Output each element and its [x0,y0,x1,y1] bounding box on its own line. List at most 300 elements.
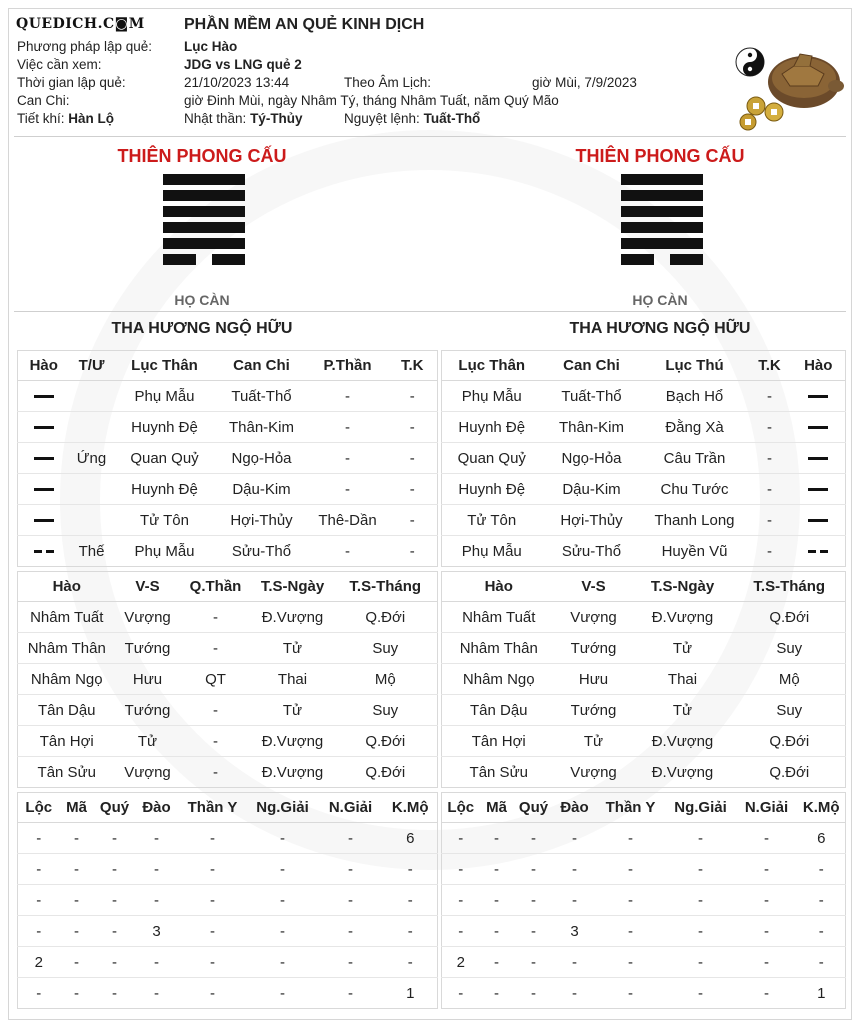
table-cell: 3 [554,916,596,947]
table-cell: - [308,443,388,474]
table-cell: Hưu [556,664,632,695]
table-cell: - [94,854,136,885]
table-cell: - [384,947,438,978]
table-cell: - [318,916,384,947]
table-cell: - [480,854,514,885]
right-strength-table [441,571,846,788]
table-cell: - [596,885,666,916]
table-cell: - [60,823,94,854]
table-cell: - [345,542,350,560]
table-cell: - [666,947,736,978]
table-cell: Q.Đới [334,602,438,633]
yang-line-icon [34,457,54,460]
col-header: Thần Y [178,793,248,823]
tietkhi-row [0,110,860,128]
yang-line-icon [808,488,828,491]
table-cell: - [280,984,285,1002]
col-header: Lục Thân [114,351,216,381]
table-cell: Thai [632,664,734,695]
table-cell: - [666,885,736,916]
col-header: Q.Thần [180,572,252,602]
table-row [442,664,846,695]
table-cell: - [572,984,577,1002]
yang-line [621,190,703,201]
table-cell: Tử Tôn [114,505,216,536]
table-row [18,602,438,633]
table-cell: - [308,412,388,443]
table-cell: - [94,916,136,947]
table-cell: Tuất-Thổ [542,381,642,412]
table-cell: - [767,542,772,560]
table-cell: Nhâm Tuất [442,602,556,633]
header [0,0,860,136]
table-row [18,664,438,695]
table-cell: - [94,823,136,854]
table-cell: - [36,984,42,1002]
table-row [442,633,846,664]
table-cell: Dậu-Kim [542,474,642,505]
table-cell: Đ.Vượng [632,602,734,633]
table-cell: Tử [252,695,334,726]
table-cell: Thân-Kim [216,412,308,443]
col-header: N.Giải [318,793,384,823]
hexagram-divider [14,311,846,312]
table-cell: - [480,823,514,854]
table-cell: - [318,885,384,916]
yang-line-icon [808,426,828,429]
table-cell: Tử [632,695,734,726]
table-cell: Phụ Mẫu [442,381,542,412]
table-cell: - [596,854,666,885]
canchi-row [0,92,860,110]
table-cell: - [514,823,554,854]
yang-line-icon [34,395,54,398]
hao-line-cell [18,412,70,443]
table-cell: - [308,381,388,412]
table-cell: Huynh Đệ [114,474,216,505]
lunar-label: Theo Âm Lịch: [344,75,432,90]
table-cell: Nhâm Ngọ [18,664,116,695]
table-cell: - [178,947,248,978]
hao-line-cell [792,474,846,505]
app-title: PHẦN MỀM AN QUẺ KINH DỊCH [184,16,425,33]
time-row [0,74,860,92]
table-header-row [18,572,438,602]
table-cell: Tân Hợi [442,726,556,757]
table-cell: - [180,633,252,664]
table-cell: Nhâm Thân [442,633,556,664]
table-cell: Q.Đới [769,763,810,781]
table-cell: Tân Dậu [18,695,116,726]
table-cell: Nhâm Tuất [18,602,116,633]
table-cell: Dậu-Kim [216,474,308,505]
matter-value: JDG vs LNG quẻ 2 [184,57,302,72]
table-cell: - [798,885,846,916]
table-cell: - [442,854,480,885]
table-row [442,726,846,757]
table-row [18,474,438,505]
table-cell: Hợi-Thủy [216,505,308,536]
table-header-row [18,351,438,381]
table-cell: Vượng [116,602,180,633]
table-cell: Bạch Hổ [642,381,748,412]
table-cell: Thân-Kim [542,412,642,443]
table-cell: 1 [406,984,415,1002]
col-header: Hào [442,572,556,602]
table-cell: - [698,984,703,1002]
table-cell: Phụ Mẫu [461,542,522,560]
table-cell: - [384,854,438,885]
table-row [442,916,846,947]
method-label: Phương pháp lập quẻ: [17,39,152,54]
method-row [0,38,860,56]
table-cell: - [136,854,178,885]
table-cell: - [736,947,798,978]
table-cell: - [409,542,415,560]
hao-line-cell [792,381,846,412]
table-cell: - [748,505,792,536]
right-hexagram-lines [621,174,703,270]
hao-line-cell [792,443,846,474]
table-cell: Đ.Vượng [252,602,334,633]
table-cell: Nhâm Ngọ [442,664,556,695]
table-row [442,695,846,726]
nhatthan-label: Nhật thần: Tý-Thủy [184,111,303,126]
col-header: T.S-Ngày [632,572,734,602]
table-cell [70,412,114,443]
yang-line-icon [808,519,828,522]
canchi-value: giờ Đinh Mùi, ngày Nhâm Tý, tháng Nhâm Tuất, năm Quý Mão [184,93,559,108]
table-row [442,854,846,885]
table-cell: - [748,474,792,505]
table-cell: Quan Quỷ [114,443,216,474]
table-cell: - [554,823,596,854]
table-cell: - [554,885,596,916]
table-cell: - [384,916,438,947]
table-cell: Suy [334,633,438,664]
col-header: T.S-Ngày [252,572,334,602]
table-row [442,885,846,916]
table-cell: - [798,947,846,978]
table-cell: Đ.Vượng [261,763,324,781]
table-cell: - [442,916,480,947]
col-header: Quý [94,793,136,823]
col-header: V-S [556,572,632,602]
yang-line-icon [808,395,828,398]
matter-label: Việc cần xem: [17,57,102,72]
table-cell: Tướng [116,695,180,726]
table-row [18,978,438,1009]
hao-line-cell [792,412,846,443]
table-cell: Q.Đới [734,602,846,633]
yang-line [163,190,245,201]
hao-line-cell [18,474,70,505]
table-header-row [442,572,846,602]
table-cell: - [318,947,384,978]
yang-line-icon [808,457,828,460]
table-cell: - [514,885,554,916]
table-cell: - [736,885,798,916]
table-cell: - [248,947,318,978]
table-cell: - [554,947,596,978]
lunar-value: giờ Mùi, 7/9/2023 [532,75,637,90]
table-cell [70,474,114,505]
col-header: Quý [514,793,554,823]
yin-line-icon [34,550,54,553]
table-cell: - [180,726,252,757]
table-cell: - [388,474,438,505]
col-header: T.S-Tháng [734,572,846,602]
table-cell: - [480,947,514,978]
table-cell: Q.Đới [334,726,438,757]
yang-line-icon [34,488,54,491]
yin-line [621,254,703,265]
yang-line-icon [34,426,54,429]
table-cell: Ngọ-Hỏa [542,443,642,474]
table-cell: Quan Quỷ [442,443,542,474]
nguyetlenh-label: Nguyệt lệnh: Tuất-Thổ [344,111,481,126]
table-cell: - [60,885,94,916]
table-cell: Sửu-Thổ [561,542,622,560]
table-cell: Nhâm Thân [18,633,116,664]
table-cell: - [480,885,514,916]
left-hexagram-lines [163,174,245,270]
table-cell: - [213,763,218,781]
table-cell: Tử Tôn [442,505,542,536]
table-header-row [442,351,846,381]
table-cell: 3 [136,916,178,947]
table-cell: - [596,947,666,978]
table-row [442,412,846,443]
table-cell: - [18,854,60,885]
table-cell: Suy [734,695,846,726]
table-cell: Sửu-Thổ [231,542,292,560]
col-header: Đào [554,793,596,823]
col-header: V-S [116,572,180,602]
left-hexagram-name: THIÊN PHONG CẤU [117,146,287,166]
table-cell: - [248,916,318,947]
table-cell: Huynh Đệ [114,412,216,443]
yin-line-icon [808,550,828,553]
table-cell: - [514,916,554,947]
table-row [18,823,438,854]
right-hexagram-name: THIÊN PHONG CẤU [575,146,745,166]
table-cell: Phụ Mẫu [134,542,195,560]
table-row [442,978,846,1009]
table-cell: Đ.Vượng [632,726,734,757]
table-cell: - [480,916,514,947]
yang-line [621,206,703,217]
table-cell: - [666,823,736,854]
table-cell: - [596,823,666,854]
table-row [442,381,846,412]
table-cell: QT [180,664,252,695]
table-cell: - [180,602,252,633]
yang-line [163,238,245,249]
col-header: Lục Thú [642,351,748,381]
table-cell: - [178,885,248,916]
table-cell: - [748,443,792,474]
hao-line-cell [18,443,70,474]
table-row [442,947,846,978]
table-cell: - [60,854,94,885]
table-cell: Câu Trần [642,443,748,474]
table-cell: Q.Đới [734,726,846,757]
table-cell: Mộ [734,664,846,695]
site-logo[interactable]: QUEDICH.C◙M [16,16,145,32]
table-cell: Tuất-Thổ [216,381,308,412]
table-row [442,602,846,633]
table-cell [70,381,114,412]
yang-line [621,174,703,185]
method-value: Lục Hào [184,39,238,54]
table-cell: - [136,947,178,978]
col-header: Ng.Giải [248,793,318,823]
left-hexagram-subtitle: THA HƯƠNG NGỘ HỮU [111,320,293,337]
table-row [18,854,438,885]
table-header-row [442,793,846,823]
table-row [442,536,846,567]
table-cell: - [60,916,94,947]
table-cell: Tướng [556,695,632,726]
table-cell: - [628,984,633,1002]
table-cell: 2 [18,947,60,978]
table-cell: Đ.Vượng [252,726,334,757]
yang-line [621,238,703,249]
table-cell: Ứng [70,443,114,474]
yang-line [163,222,245,233]
time-value: 21/10/2023 13:44 [184,75,290,90]
table-cell: Vượng [556,602,632,633]
table-cell: 2 [442,947,480,978]
table-row [18,916,438,947]
table-cell: - [318,854,384,885]
table-cell: Vượng [124,763,171,781]
table-cell: - [348,984,353,1002]
table-cell [70,505,114,536]
table-cell: Huynh Đệ [442,474,542,505]
table-cell: - [178,916,248,947]
left-hexagram-palace: HỌ CÀN [174,292,230,308]
col-header: Hào [792,351,846,381]
col-header: Lộc [442,793,480,823]
table-row [18,412,438,443]
table-cell: - [596,916,666,947]
table-cell: - [388,443,438,474]
col-header: Hào [18,572,116,602]
table-cell: Thế [78,542,105,560]
table-cell: - [136,823,178,854]
table-cell: - [60,947,94,978]
table-cell: - [308,474,388,505]
col-header: Can Chi [542,351,642,381]
table-cell: - [18,823,60,854]
table-cell: - [18,885,60,916]
col-header: Hào [18,351,70,381]
col-header: N.Giải [736,793,798,823]
table-cell: - [736,854,798,885]
col-header: T.K [748,351,792,381]
nhatthan-value: Tý-Thủy [250,111,303,126]
col-header: Mã [60,793,94,823]
table-cell: - [388,505,438,536]
table-cell: - [136,885,178,916]
yang-line [163,174,245,185]
col-header: P.Thần [308,351,388,381]
table-cell: Tân Sửu [469,763,528,781]
table-cell: - [736,916,798,947]
table-cell: 6 [384,823,438,854]
table-cell: 1 [817,984,826,1002]
table-cell: - [442,823,480,854]
header-divider [14,136,846,137]
table-cell: Ngọ-Hỏa [216,443,308,474]
right-stars-table [441,792,846,1009]
table-cell: - [458,984,464,1002]
table-cell: - [554,854,596,885]
table-cell: - [178,823,248,854]
left-stars-table [17,792,438,1009]
table-cell: - [94,885,136,916]
table-row [18,757,438,788]
yang-line-icon [34,519,54,522]
col-header: Thần Y [596,793,666,823]
table-cell: - [798,854,846,885]
table-cell: - [514,854,554,885]
table-cell: Phụ Mẫu [114,381,216,412]
table-cell: Suy [334,695,438,726]
col-header: T.S-Tháng [334,572,438,602]
table-cell: Tân Dậu [442,695,556,726]
yang-line [163,206,245,217]
table-cell: - [210,984,215,1002]
canchi-label: Can Chi: [17,93,70,108]
matter-row [0,56,860,74]
nguyetlenh-value: Tuất-Thổ [423,111,481,126]
hao-line-cell [18,536,70,567]
table-cell: - [666,854,736,885]
col-header: K.Mộ [798,793,846,823]
col-header: Lục Thân [442,351,542,381]
col-header: T/Ư [70,351,114,381]
table-cell: - [18,916,60,947]
table-cell: - [442,885,480,916]
table-cell: Tử [252,633,334,664]
table-cell: - [154,984,159,1002]
table-cell: - [74,984,79,1002]
table-row [18,633,438,664]
table-row [442,505,846,536]
table-cell: Q.Đới [365,763,406,781]
col-header: K.Mộ [384,793,438,823]
left-lines-table [17,350,438,567]
right-lines-table [441,350,846,567]
table-cell: - [531,984,536,1002]
turtle-coins-image [734,40,844,132]
table-row [18,443,438,474]
table-cell: Đ.Vượng [651,763,714,781]
table-cell: Tướng [116,633,180,664]
tietkhi-value: Hàn Lộ [68,111,115,126]
table-cell: - [384,885,438,916]
col-header: Ng.Giải [666,793,736,823]
yang-line [621,222,703,233]
tietkhi-label: Tiết khí: Hàn Lộ [17,111,115,126]
table-row [18,947,438,978]
table-cell: Huynh Đệ [442,412,542,443]
table-row [18,505,438,536]
table-cell: Hợi-Thủy [542,505,642,536]
